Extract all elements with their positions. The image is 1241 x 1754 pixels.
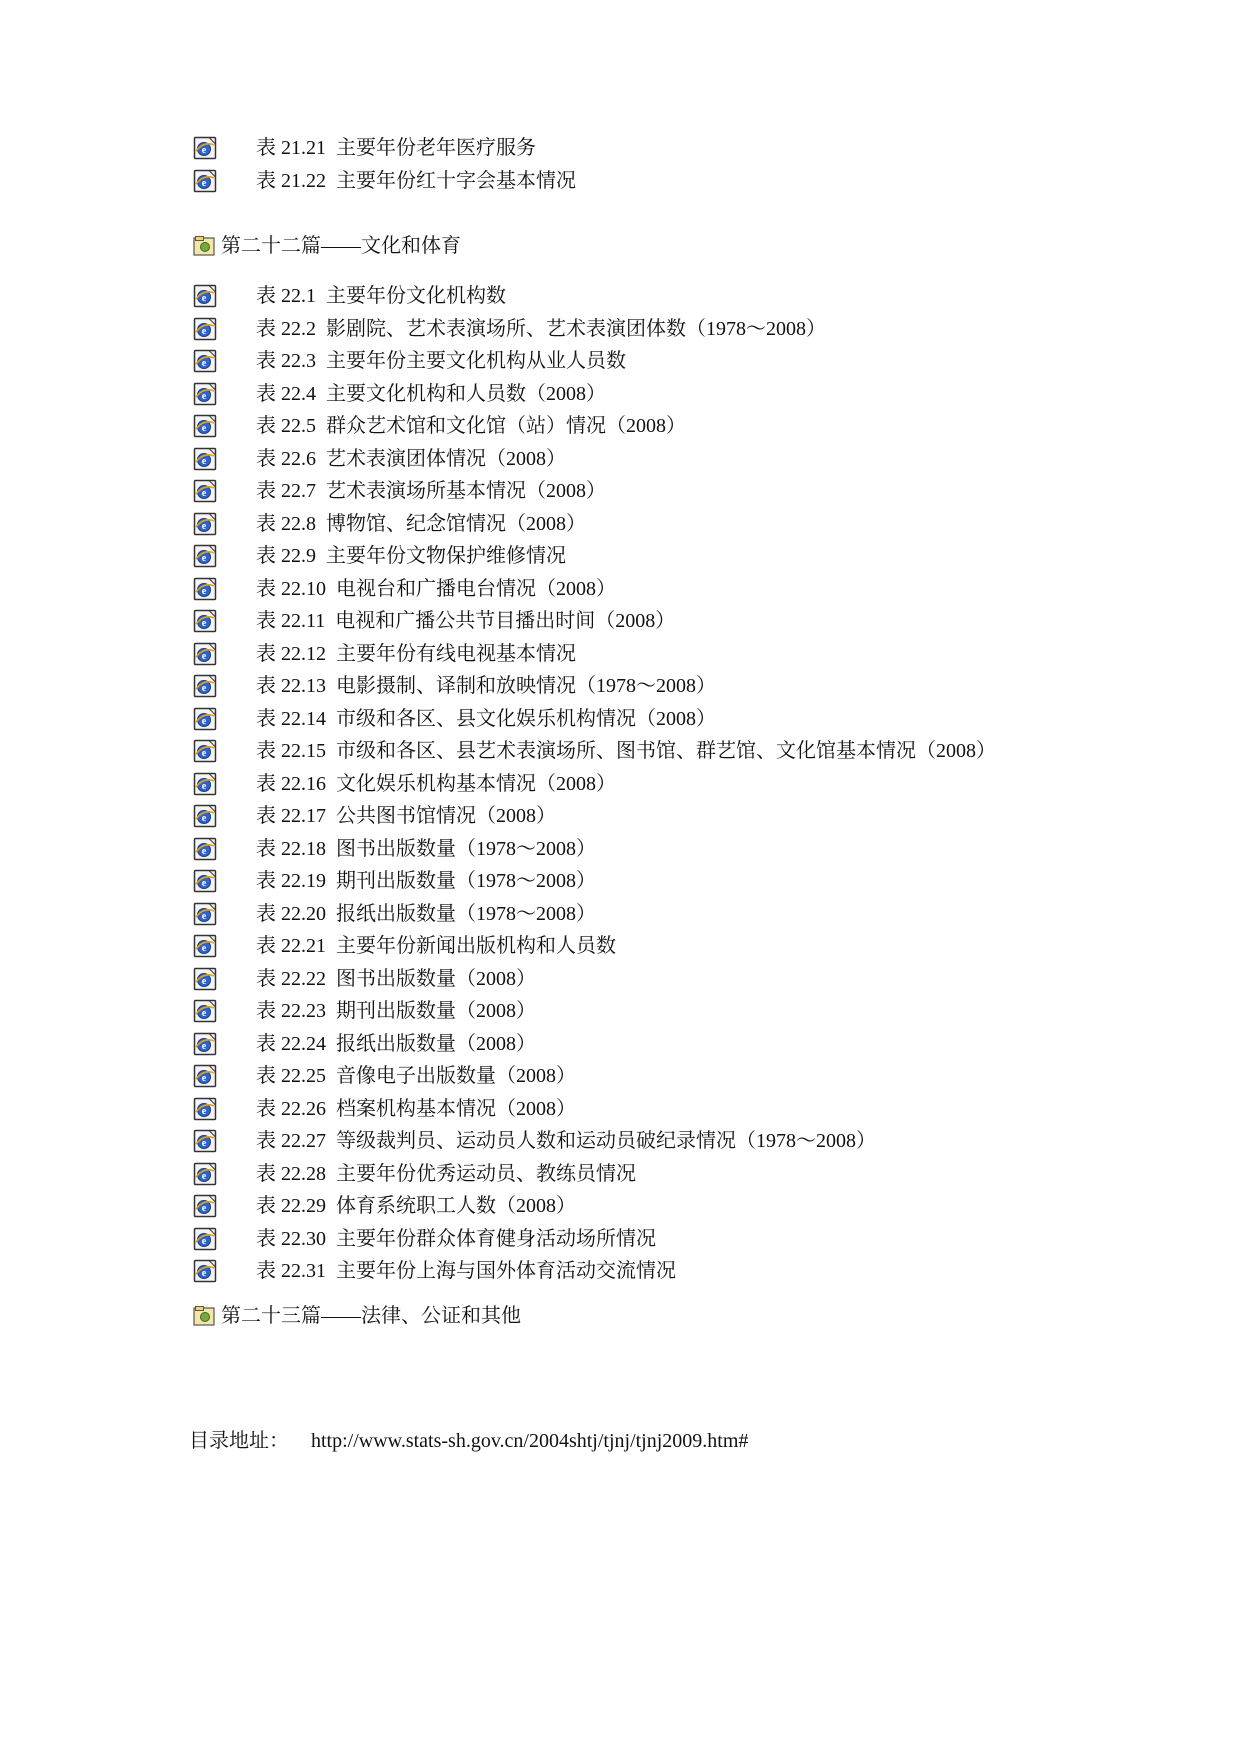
table-code: 表 21.22: [256, 169, 326, 192]
toc-row[interactable]: [193, 313, 1193, 346]
svg-text:e: e: [201, 423, 207, 435]
toc-row[interactable]: [193, 703, 1193, 736]
table-code: 表 22.1: [256, 285, 316, 308]
toc-row[interactable]: [193, 1158, 1193, 1191]
toc-row[interactable]: [193, 833, 1193, 866]
table-title: 主要年份红十字会基本情况: [336, 169, 576, 192]
ie-page-icon: [193, 1129, 219, 1153]
svg-text:e: e: [201, 1268, 207, 1280]
ie-page-icon: [193, 934, 219, 958]
toc-row-text: [256, 772, 616, 796]
ie-page-icon: [193, 382, 219, 406]
svg-text:e: e: [201, 715, 207, 727]
toc-row[interactable]: [193, 605, 1193, 638]
ie-page-icon: [193, 317, 219, 341]
toc-row[interactable]: [193, 800, 1193, 833]
table-title: 公共图书馆情况（2008）: [336, 805, 556, 828]
svg-text:e: e: [201, 1235, 207, 1247]
toc-row-text: [256, 512, 586, 536]
toc-row[interactable]: [193, 573, 1193, 606]
table-title: 档案机构基本情况（2008）: [336, 1097, 576, 1120]
ie-page-icon: [193, 577, 219, 601]
toc-row[interactable]: [193, 1255, 1193, 1288]
table-code: 表 22.24: [256, 1032, 326, 1055]
table-title: 音像电子出版数量（2008）: [336, 1065, 576, 1088]
svg-text:e: e: [201, 390, 207, 402]
table-title: 主要年份文化机构数: [326, 285, 506, 308]
toc-row-text: [256, 999, 536, 1023]
svg-text:e: e: [201, 585, 207, 597]
ie-page-icon: [193, 902, 219, 926]
toc-row-text: [256, 1194, 576, 1218]
toc-row[interactable]: [193, 1093, 1193, 1126]
toc-row-text: [256, 1227, 656, 1251]
svg-text:e: e: [201, 1138, 207, 1150]
svg-text:e: e: [201, 358, 207, 370]
table-code: 表 22.13: [256, 675, 326, 698]
toc-row[interactable]: [193, 735, 1193, 768]
folder-icon: [193, 1305, 215, 1327]
toc-row-text: [256, 284, 506, 308]
svg-text:e: e: [201, 878, 207, 890]
table-code: 表 22.11: [256, 610, 326, 633]
ie-page-icon: [193, 1259, 219, 1283]
table-title: 体育系统职工人数（2008）: [336, 1195, 576, 1218]
toc-row-text: [256, 642, 576, 666]
table-code: 表 22.4: [256, 382, 316, 405]
toc-row-text: [256, 1129, 876, 1153]
svg-text:e: e: [201, 683, 207, 695]
ie-page-icon: [193, 1064, 219, 1088]
ie-page-icon: [193, 739, 219, 763]
catalog-url-link[interactable]: http://www.stats-sh.gov.cn/2004shtj/tjnj/tjnj2009.htm#: [311, 1430, 749, 1452]
ie-page-icon: [193, 1227, 219, 1251]
toc-row-text: [256, 869, 596, 893]
table-title: 主要年份新闻出版机构和人员数: [336, 935, 616, 958]
table-title: 市级和各区、县艺术表演场所、图书馆、群艺馆、文化馆基本情况（2008）: [336, 740, 996, 763]
toc-row-text: [256, 447, 566, 471]
toc-row[interactable]: [193, 1125, 1193, 1158]
table-title: 主要年份群众体育健身活动场所情况: [336, 1227, 656, 1250]
toc-row-text: [256, 136, 536, 160]
toc-row[interactable]: [193, 1028, 1193, 1061]
table-title: 等级裁判员、运动员人数和运动员破纪录情况（1978～2008）: [336, 1130, 876, 1153]
table-title: 群众艺术馆和文化馆（站）情况（2008）: [326, 415, 686, 438]
ie-page-icon: [193, 1162, 219, 1186]
toc-row-text: [256, 1259, 676, 1283]
table-code: 表 21.21: [256, 137, 326, 160]
ie-page-icon: [193, 999, 219, 1023]
table-title: 图书出版数量（2008）: [336, 967, 536, 990]
toc-row-text: [256, 837, 596, 861]
ie-page-icon: [193, 642, 219, 666]
svg-text:e: e: [201, 553, 207, 565]
ie-page-icon: [193, 284, 219, 308]
svg-text:e: e: [201, 1040, 207, 1052]
toc-row-text: [256, 317, 826, 341]
toc-row[interactable]: [193, 540, 1193, 573]
svg-text:e: e: [201, 293, 207, 305]
svg-text:e: e: [201, 780, 207, 792]
ie-page-icon: [193, 1097, 219, 1121]
table-title: 期刊出版数量（2008）: [336, 1000, 536, 1023]
toc-row-text: [256, 967, 536, 991]
toc-row[interactable]: [193, 1060, 1193, 1093]
table-code: 表 22.28: [256, 1162, 326, 1185]
ie-page-icon: [193, 804, 219, 828]
toc-row[interactable]: [193, 280, 1193, 313]
ie-page-icon: [193, 674, 219, 698]
toc-row[interactable]: [193, 963, 1193, 996]
toc-row[interactable]: [193, 165, 1193, 198]
table-title: 期刊出版数量（1978～2008）: [336, 870, 596, 893]
table-title: 报纸出版数量（1978～2008）: [336, 902, 596, 925]
toc-row-text: [256, 349, 626, 373]
ie-page-icon: [193, 447, 219, 471]
svg-text:e: e: [201, 910, 207, 922]
table-code: 表 22.22: [256, 967, 326, 990]
table-title: 电视和广播公共节目播出时间（2008）: [335, 610, 676, 633]
toc-row-text: [256, 479, 606, 503]
table-code: 表 22.27: [256, 1130, 326, 1153]
table-code: 表 22.30: [256, 1227, 326, 1250]
section-title: 第二十二篇——文化和体育: [221, 235, 461, 257]
svg-text:e: e: [201, 650, 207, 662]
table-code: 表 22.26: [256, 1097, 326, 1120]
table-title: 主要年份文物保护维修情况: [326, 545, 566, 568]
table-title: 博物馆、纪念馆情况（2008）: [326, 512, 586, 535]
ie-page-icon: [193, 967, 219, 991]
catalog-address-label: 目录地址：: [189, 1430, 289, 1452]
toc-row[interactable]: [193, 345, 1193, 378]
toc-row-text: [256, 934, 616, 958]
toc-list-21: [193, 132, 1193, 197]
svg-text:e: e: [201, 618, 207, 630]
toc-row[interactable]: [193, 508, 1193, 541]
table-title: 主要年份老年医疗服务: [336, 137, 536, 160]
svg-text:e: e: [201, 520, 207, 532]
toc-row[interactable]: [193, 378, 1193, 411]
toc-row-text: [256, 902, 596, 926]
table-code: 表 22.10: [256, 577, 326, 600]
table-title: 影剧院、艺术表演场所、艺术表演团体数（1978～2008）: [326, 317, 826, 340]
ie-page-icon: [193, 1032, 219, 1056]
table-code: 表 22.16: [256, 772, 326, 795]
ie-page-icon: [193, 414, 219, 438]
catalog-address: [189, 1424, 748, 1453]
table-code: 表 22.12: [256, 642, 326, 665]
svg-text:e: e: [201, 1203, 207, 1215]
toc-row-text: [256, 674, 716, 698]
table-code: 表 22.31: [256, 1260, 326, 1283]
table-code: 表 22.25: [256, 1065, 326, 1088]
toc-row-text: [256, 544, 566, 568]
svg-text:e: e: [201, 943, 207, 955]
toc-row-text: [256, 804, 556, 828]
svg-text:e: e: [201, 177, 207, 189]
toc-row-text: [256, 1032, 536, 1056]
ie-page-icon: [193, 869, 219, 893]
toc-row[interactable]: [193, 930, 1193, 963]
toc-row[interactable]: [193, 475, 1193, 508]
svg-text:e: e: [201, 1008, 207, 1020]
ie-page-icon: [193, 169, 219, 193]
svg-text:e: e: [201, 455, 207, 467]
toc-row[interactable]: [193, 1223, 1193, 1256]
table-code: 表 22.21: [256, 935, 326, 958]
table-code: 表 22.19: [256, 870, 326, 893]
section-22-heading[interactable]: [193, 230, 1193, 262]
toc-row-text: [256, 169, 576, 193]
svg-text:e: e: [201, 748, 207, 760]
table-code: 表 22.5: [256, 415, 316, 438]
section-23-heading[interactable]: [193, 1300, 1193, 1332]
table-title: 主要年份上海与国外体育活动交流情况: [336, 1260, 676, 1283]
ie-page-icon: [193, 479, 219, 503]
table-code: 表 22.20: [256, 902, 326, 925]
table-code: 表 22.2: [256, 317, 316, 340]
table-code: 表 22.9: [256, 545, 316, 568]
toc-row[interactable]: [193, 670, 1193, 703]
table-code: 表 22.23: [256, 1000, 326, 1023]
toc-row[interactable]: [193, 898, 1193, 931]
table-code: 表 22.3: [256, 350, 316, 373]
table-code: 表 22.14: [256, 707, 326, 730]
toc-row[interactable]: [193, 1190, 1193, 1223]
toc-row-text: [256, 577, 616, 601]
table-title: 艺术表演团体情况（2008）: [326, 447, 566, 470]
toc-row-text: [256, 414, 686, 438]
toc-row[interactable]: [193, 865, 1193, 898]
svg-text:e: e: [201, 1170, 207, 1182]
svg-text:e: e: [201, 1105, 207, 1117]
table-code: 表 22.8: [256, 512, 316, 535]
table-title: 市级和各区、县文化娱乐机构情况（2008）: [336, 707, 716, 730]
ie-page-icon: [193, 837, 219, 861]
toc-row-text: [256, 707, 716, 731]
toc-row[interactable]: [193, 132, 1193, 165]
table-code: 表 22.6: [256, 447, 316, 470]
table-code: 表 22.18: [256, 837, 326, 860]
toc-row[interactable]: [193, 443, 1193, 476]
table-title: 图书出版数量（1978～2008）: [336, 837, 596, 860]
toc-row-text: [256, 1162, 636, 1186]
ie-page-icon: [193, 772, 219, 796]
table-code: 表 22.17: [256, 805, 326, 828]
ie-page-icon: [193, 544, 219, 568]
section-title: 第二十三篇——法律、公证和其他: [221, 1305, 521, 1327]
toc-row-text: [256, 382, 606, 406]
svg-text:e: e: [201, 145, 207, 157]
table-title: 报纸出版数量（2008）: [336, 1032, 536, 1055]
svg-text:e: e: [201, 488, 207, 500]
folder-icon: [193, 235, 215, 257]
table-title: 主要年份主要文化机构从业人员数: [326, 350, 626, 373]
svg-text:e: e: [201, 813, 207, 825]
ie-page-icon: [193, 349, 219, 373]
table-title: 艺术表演场所基本情况（2008）: [326, 480, 606, 503]
table-title: 主要年份优秀运动员、教练员情况: [336, 1162, 636, 1185]
ie-page-icon: [193, 609, 219, 633]
table-title: 电影摄制、译制和放映情况（1978～2008）: [336, 675, 716, 698]
toc-row[interactable]: [193, 638, 1193, 671]
table-code: 表 22.29: [256, 1195, 326, 1218]
toc-row-text: [256, 1097, 576, 1121]
svg-text:e: e: [201, 845, 207, 857]
toc-row-text: [256, 1064, 576, 1088]
toc-row-text: [256, 609, 675, 633]
toc-row[interactable]: [193, 995, 1193, 1028]
table-title: 电视台和广播电台情况（2008）: [336, 577, 616, 600]
table-code: 表 22.7: [256, 480, 316, 503]
toc-list-22: [193, 280, 1193, 1288]
table-title: 主要年份有线电视基本情况: [336, 642, 576, 665]
svg-text:e: e: [201, 1073, 207, 1085]
toc-row-text: [256, 739, 996, 763]
svg-text:e: e: [201, 975, 207, 987]
table-title: 文化娱乐机构基本情况（2008）: [336, 772, 616, 795]
ie-page-icon: [193, 512, 219, 536]
toc-row[interactable]: [193, 768, 1193, 801]
table-title: 主要文化机构和人员数（2008）: [326, 382, 606, 405]
ie-page-icon: [193, 136, 219, 160]
toc-row[interactable]: [193, 410, 1193, 443]
svg-text:e: e: [201, 325, 207, 337]
ie-page-icon: [193, 707, 219, 731]
table-code: 表 22.15: [256, 740, 326, 763]
ie-page-icon: [193, 1194, 219, 1218]
